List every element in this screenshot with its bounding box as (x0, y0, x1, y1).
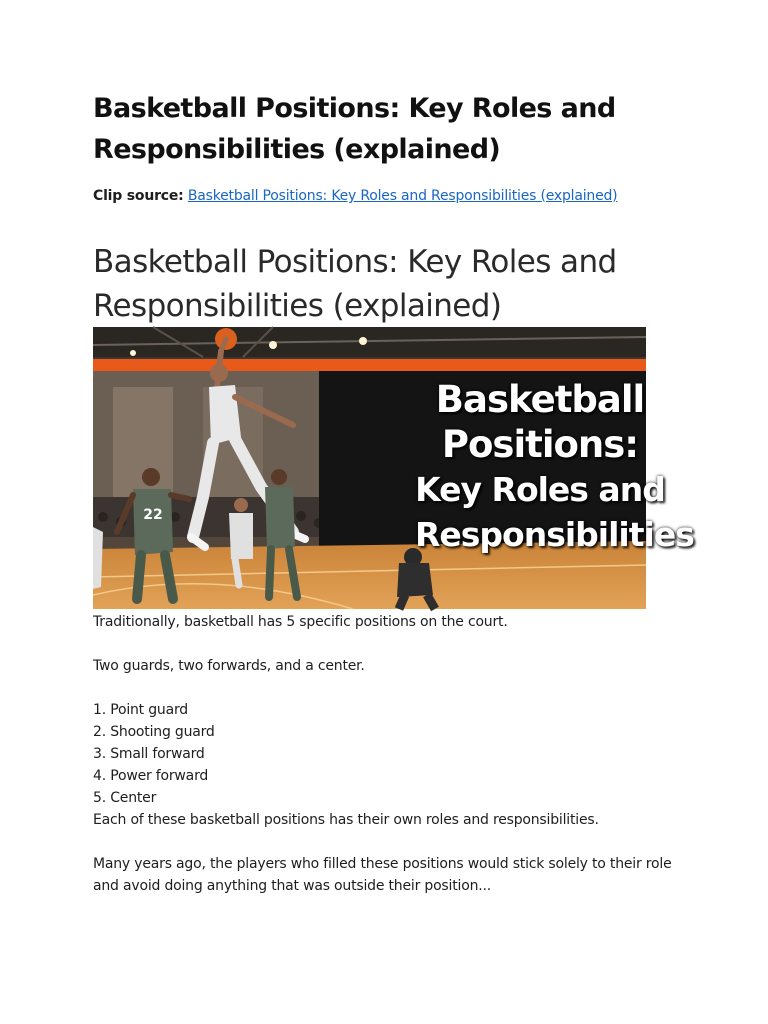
article-heading: Basketball Positions: Key Roles and Responsibilities (explained) (93, 244, 617, 324)
hero-overlay-text (415, 377, 694, 557)
history-paragraph-line-2: and avoid doing anything that was outside their position... (93, 878, 491, 894)
hero-image (93, 327, 694, 609)
intro-paragraph: Traditionally, basketball has 5 specific positions on the court. (93, 614, 508, 630)
hero-line-4: Responsibilities (415, 515, 694, 554)
roles-paragraph: Each of these basketball positions has their own roles and responsibilities. (93, 812, 599, 828)
list-item: 5. Center (93, 790, 157, 806)
jersey-number: 22 (143, 507, 163, 523)
article-body (93, 611, 693, 897)
summary-paragraph: Two guards, two forwards, and a center. (93, 658, 365, 674)
clip-source (93, 186, 617, 206)
hero-line-1: Basketball (435, 378, 645, 421)
clip-source-label: Clip source: (93, 188, 184, 204)
hero-line-3: Key Roles and (415, 470, 665, 509)
document-title: Basketball Positions: Key Roles and Responsibilities (explained) (93, 93, 616, 165)
list-item: 4. Power forward (93, 768, 209, 784)
positions-list (93, 699, 693, 809)
hero-line-2: Positions: (441, 423, 639, 466)
history-paragraph-line-1: Many years ago, the players who filled these positions would stick solely to their role (93, 856, 672, 872)
list-item: 2. Shooting guard (93, 724, 215, 740)
list-item: 1. Point guard (93, 702, 188, 718)
list-item: 3. Small forward (93, 746, 205, 762)
clip-source-link[interactable]: Basketball Positions: Key Roles and Responsibilities (explained) (187, 188, 618, 204)
